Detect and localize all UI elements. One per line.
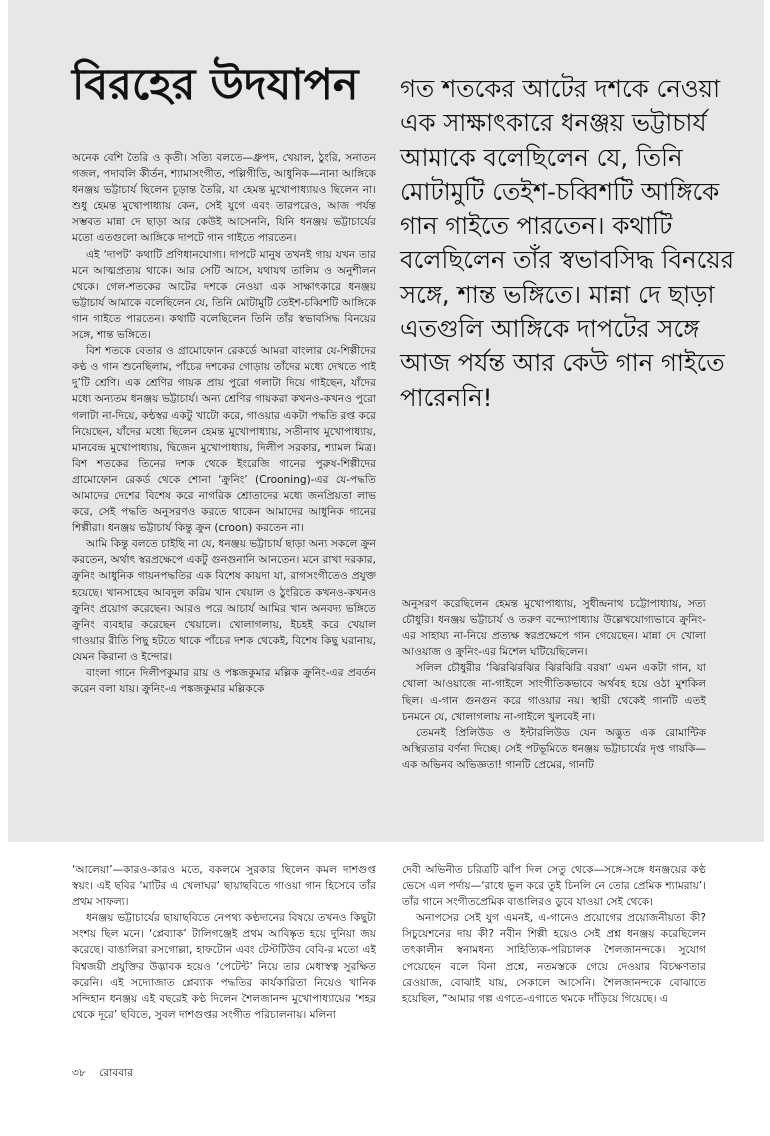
- bottom-right-column: [402, 862, 706, 1052]
- paragraph: ধনঞ্জয় ভট্টাচার্যের ছায়াছবিতে নেপথ্য কণ্ঠদানের বিষয়ে তখনও কিছুটা সংশয় ছিল মনে। ‘প্লেব্যাক’ টালিগঞ্জেই প্রথম আবিষ্কৃত হয়ে দুনিয়া জয় করেছে। বাঙালিরা রসগোল্লা, হাফটোন এবং টেস্টটিউব বেবি-র মতো এই বিশ্বজয়ী প্রযুক্তির উদ্ভাবক হয়েও ‘পেটেন্ট’ নিয়ে তার মেধাস্বত্ব সুরক্ষিত করেনি। এই সদ্যোজাত প্লেব্যাক পদ্ধতির কার্যকারিতা নিয়েও খানিক সন্দিহান ধনঞ্জয় এই বছরেই কণ্ঠ দিলেন শৈলজানন্দ মুখোপাধ্যায়ের ‘শহর থেকে দূরে’ ছবিতে, সুবল দাশগুপ্তর সংগীত পরিচালনায়। মলিনা: [72, 912, 376, 1021]
- paragraph: তেমনই প্রিলিউড ও ইন্টারলিউড যেন অদ্ভুত এক রোমান্টিক অস্থিরতার বর্ণনা দিচ্ছে। সেই পটভূমিতে ধনঞ্জয় ভট্টাচার্যের দৃপ্ত গায়কি—এক অভিনব অভিজ্ঞতা! গানটি প্রেমের, গানটি: [402, 726, 706, 771]
- magazine-name: রোববার: [99, 1067, 134, 1079]
- paragraph: সলিল চৌধুরীর ‘ঝিরঝিরঝির ঝিরঝিরি বরষা’ এমন একটা গান, যা খোলা আওয়াজে না-গাইলে সাংগীতিকভাবে অর্থবহ হয়ে ওঠা মুশকিল ছিল। এ-গান গুনগুন করে গাওয়ার নয়। স্থায়ী থেকেই গানটি এতই চনমনে যে, খোলাগলায় না-গাইলে খুলবেই না।: [402, 662, 706, 723]
- paragraph: এই ‘দাপট’ কথাটি প্রণিধানযোগ্য। দাপটে মানুষ তখনই গায় যখন তার মনে আত্মপ্রত্যয় থাকে। আর সেটি আসে, যথাযথ তালিম ও অনুশীলন থেকে। গেল-শতকের আটের দশকে নেওয়া এক সাক্ষাৎকারে ধনঞ্জয় ভট্টাচার্য আমাকে বলেছিলেন যে, তিনি মোটামুটি তেইশ-চব্বিশটি আঙ্গিকে গান গাইতে পারতেন। কথাটি বলেছিলেন তিনি তাঁর স্বভাবসিদ্ধ বিনয়ের সঙ্গে, শান্ত ভঙ্গিতে।: [72, 248, 376, 342]
- page-footer: [72, 1066, 143, 1083]
- paragraph: আমি কিন্তু বলতে চাইছি না যে, ধনঞ্জয় ভট্টাচার্য ছাড়া অন্য সকলে ক্রুন করতেন, অর্থাৎ স্বরপ্রক্ষেপে একটু গুনগুনানি আনতেন। মনে রাখা দরকার, ক্রুনিং আধুনিক গায়নপদ্ধতির এক বিশেষ কায়দা যা, রাগসংগীতেও প্রযুক্ত হয়েছে। খানসাহেব আবদুল করিম খান খেয়াল ও ঠুংরিতে কখনও-কখনও ক্রুনিং প্রয়োগ করেছেন। আরও পরে আচার্য আমির খান অনবদ্য ভঙ্গিতে ক্রুনিং ব্যবহার করেছেন খেয়ালে। খোলাগলায়, ইচহই করে খেয়াল গাওয়ার রীতি পিছু হটতে থাকে পাঁচের দশক থেকেই, বিশেষ কিছু ঘরানায়, যেমন কিরানা ও ইন্দোর।: [72, 538, 376, 663]
- article-title: বিরহের উদযাপন: [72, 60, 359, 110]
- bottom-left-column: [72, 862, 376, 1052]
- right-middle-column: [402, 596, 706, 828]
- pull-quote: গত শতকের আটের দশকে নেওয়া এক সাক্ষাৎকারে ধনঞ্জয় ভট্টাচার্য আমাকে বলেছিলেন যে, তিনি মোটামুটি তেইশ-চব্বিশটি আঙ্গিকে গান গাইতে পারতেন। কথাটি বলেছিলেন তাঁর স্বভাবসিদ্ধ বিনয়ের সঙ্গে, শান্ত ভঙ্গিতে। মান্না দে ছাড়া এতগুলি আঙ্গিকে দাপটের সঙ্গে আজ পর্যন্ত আর কেউ গান গাইতে পারেননি!: [400, 74, 734, 412]
- left-column: [72, 150, 376, 820]
- paragraph: বিশ শতকে বেতার ও গ্রামোফোন রেকর্ডে আমরা বাংলার যে-শিল্পীদের কণ্ঠ ও গান শুনেছিলাম, পাঁচের দশকের গোড়ায় তাঁদের মধ্যে দেখতে পাই দু’টি শ্রেণি। এক শ্রেণির গায়ক প্রায় পুরো গলাটা দিয়ে গাইছেন, যাঁদের মধ্যে অন্যতম ধনঞ্জয় ভট্টাচার্য। অন্য শ্রেণির গায়করা কখনও-কখনও পুরো গলাটা না-দিয়ে, কন্ঠস্বর একটু খাটো করে, গাওয়ার একটা পদ্ধতি রপ্ত করে নিয়েছেন, যাঁদের মধ্যে ছিলেন হেমন্ত মুখোপাধ্যায়, সতীনাথ মুখোপাধ্যায়, মানবেন্দ্র মুখোপাধ্যায়, দ্বিজেন মুখোপাধ্যায়, দিলীপ সরকার, শ্যামল মিত্র। বিশ শতকের তিনের দশক থেকে ইংরেজি গানের পুরুষ-শিল্পীদের গ্রামোফোন রেকর্ড থেকে শোনা ‘ক্রুনিং’ (Crooning)-এর যে-পদ্ধতি আমাদের দেশের বিশেষ করে নাগরিক শ্রোতাদের মধ্যে জনপ্রিয়তা লাভ করে, সেই পদ্ধতি অনুসরণও করতে থাকেন আমাদের আধুনিক গানের শিল্পীরা। ধনঞ্জয় ভট্টাচার্য কিন্তু ক্রুন (croon) করতেন না।: [72, 345, 376, 535]
- paragraph: দেবী অভিনীত চরিত্রটি ঝাঁপ দিল সেতু থেকে—সঙ্গে-সঙ্গে ধনঞ্জয়ের কণ্ঠ ভেসে এল পর্দায়—‘রাধে ভুল করে তুই চিনলি নে তোর প্রেমিক শ্যামরায়’। তাঁর গানে সংগীতপ্রেমিক বাঙালিরও ডুবে যাওয়া সেই থেকে।: [402, 864, 706, 909]
- paragraph: ‘আলেয়া’—কারও-কারও মতে, বকলমে সুরকার ছিলেন কমল দাশগুপ্ত স্বয়ং। এই ছবির ‘মাটির এ খেলাঘর’ ছায়াছবিতে গাওয়া গান হিসেবে তাঁর প্রথম সাফল্য।: [72, 864, 376, 909]
- paragraph: অনাপসের সেই যুগ এমনই, এ-গানেও প্রয়োগের প্রয়োজনীয়তা কী? সিচুয়েশনের দায় কী? নবীন শিল্পী হয়েও সেই প্রশ্ন ধনঞ্জয় করেছিলেন তৎকালীন স্বনামধন্য সাহিত্যিক-পরিচালক শৈলজানন্দকে। সুযোগ পেয়েছেন বলে বিনা প্রশ্নে, নতমস্তকে গেয়ে দেওয়ার বিচক্ষণতার রেওয়াজ, বোঝাই যায়, সেকালে আসেনি। শৈলজানন্দকে বোঝাতে হয়েছিল, “আমার গল্প এগতে-এগাতে থমকে দাঁড়িয়ে গিয়েছে। এ: [402, 912, 706, 1005]
- paragraph: অনুসরণ করেছিলেন হেমন্ত মুখোপাধ্যায়, সুধীন্দ্রনাথ চট্টোপাধ্যায়, সত্য চৌধুরি। ধনঞ্জয় ভট্টাচার্য ও তরুণ বন্দ্যোপাধ্যায় উল্লেখযোগ্যভাবে ক্রুনিং-এর সাহায্য না-নিয়ে প্রত্যক্ষ স্বরপ্রক্ষেপে গান গেয়েছেন। মান্না দে খোলা আওয়াজ ও ক্রুনিং-এর মিশেল ঘটিয়েছিলেন।: [402, 598, 706, 659]
- paragraph: অনেক বেশি তৈরি ও কৃতী। সত্যি বলতে—ধ্রুপদ, খেয়াল, ঠুংরি, সনাতন গজল, পদাবলি কীর্তন, শ্যামাসংগীত, পল্লিগীতি, আধুনিক—নানা আঙ্গিকে ধনঞ্জয় ভট্টাচার্য ছিলেন চূড়ান্ত তৈরি, যা হেমন্ত মুখোপাধ্যায়ও ছিলেন না। শুধু হেমন্ত মুখোপাধ্যায় কেন, সেই যুগে এবং তারপরেও, আজ পর্যন্ত সম্ভবত মান্না দে ছাড়া আর কেউই আসেননি, যিনি ধনঞ্জয় ভট্টাচার্যের মতো এতগুলো আঙ্গিকে দাপটে গান গাইতে পারতেন।: [72, 152, 376, 245]
- page-number: ৩৮: [72, 1067, 86, 1079]
- paragraph: বাংলা গানে দিলীপকুমার রায় ও পঙ্কজকুমার মল্লিক ক্রুনিং-এর প্রবর্তন করেন বলা যায়। ক্রুনিং-এ পঙ্কজকুমার মল্লিককে: [72, 667, 376, 696]
